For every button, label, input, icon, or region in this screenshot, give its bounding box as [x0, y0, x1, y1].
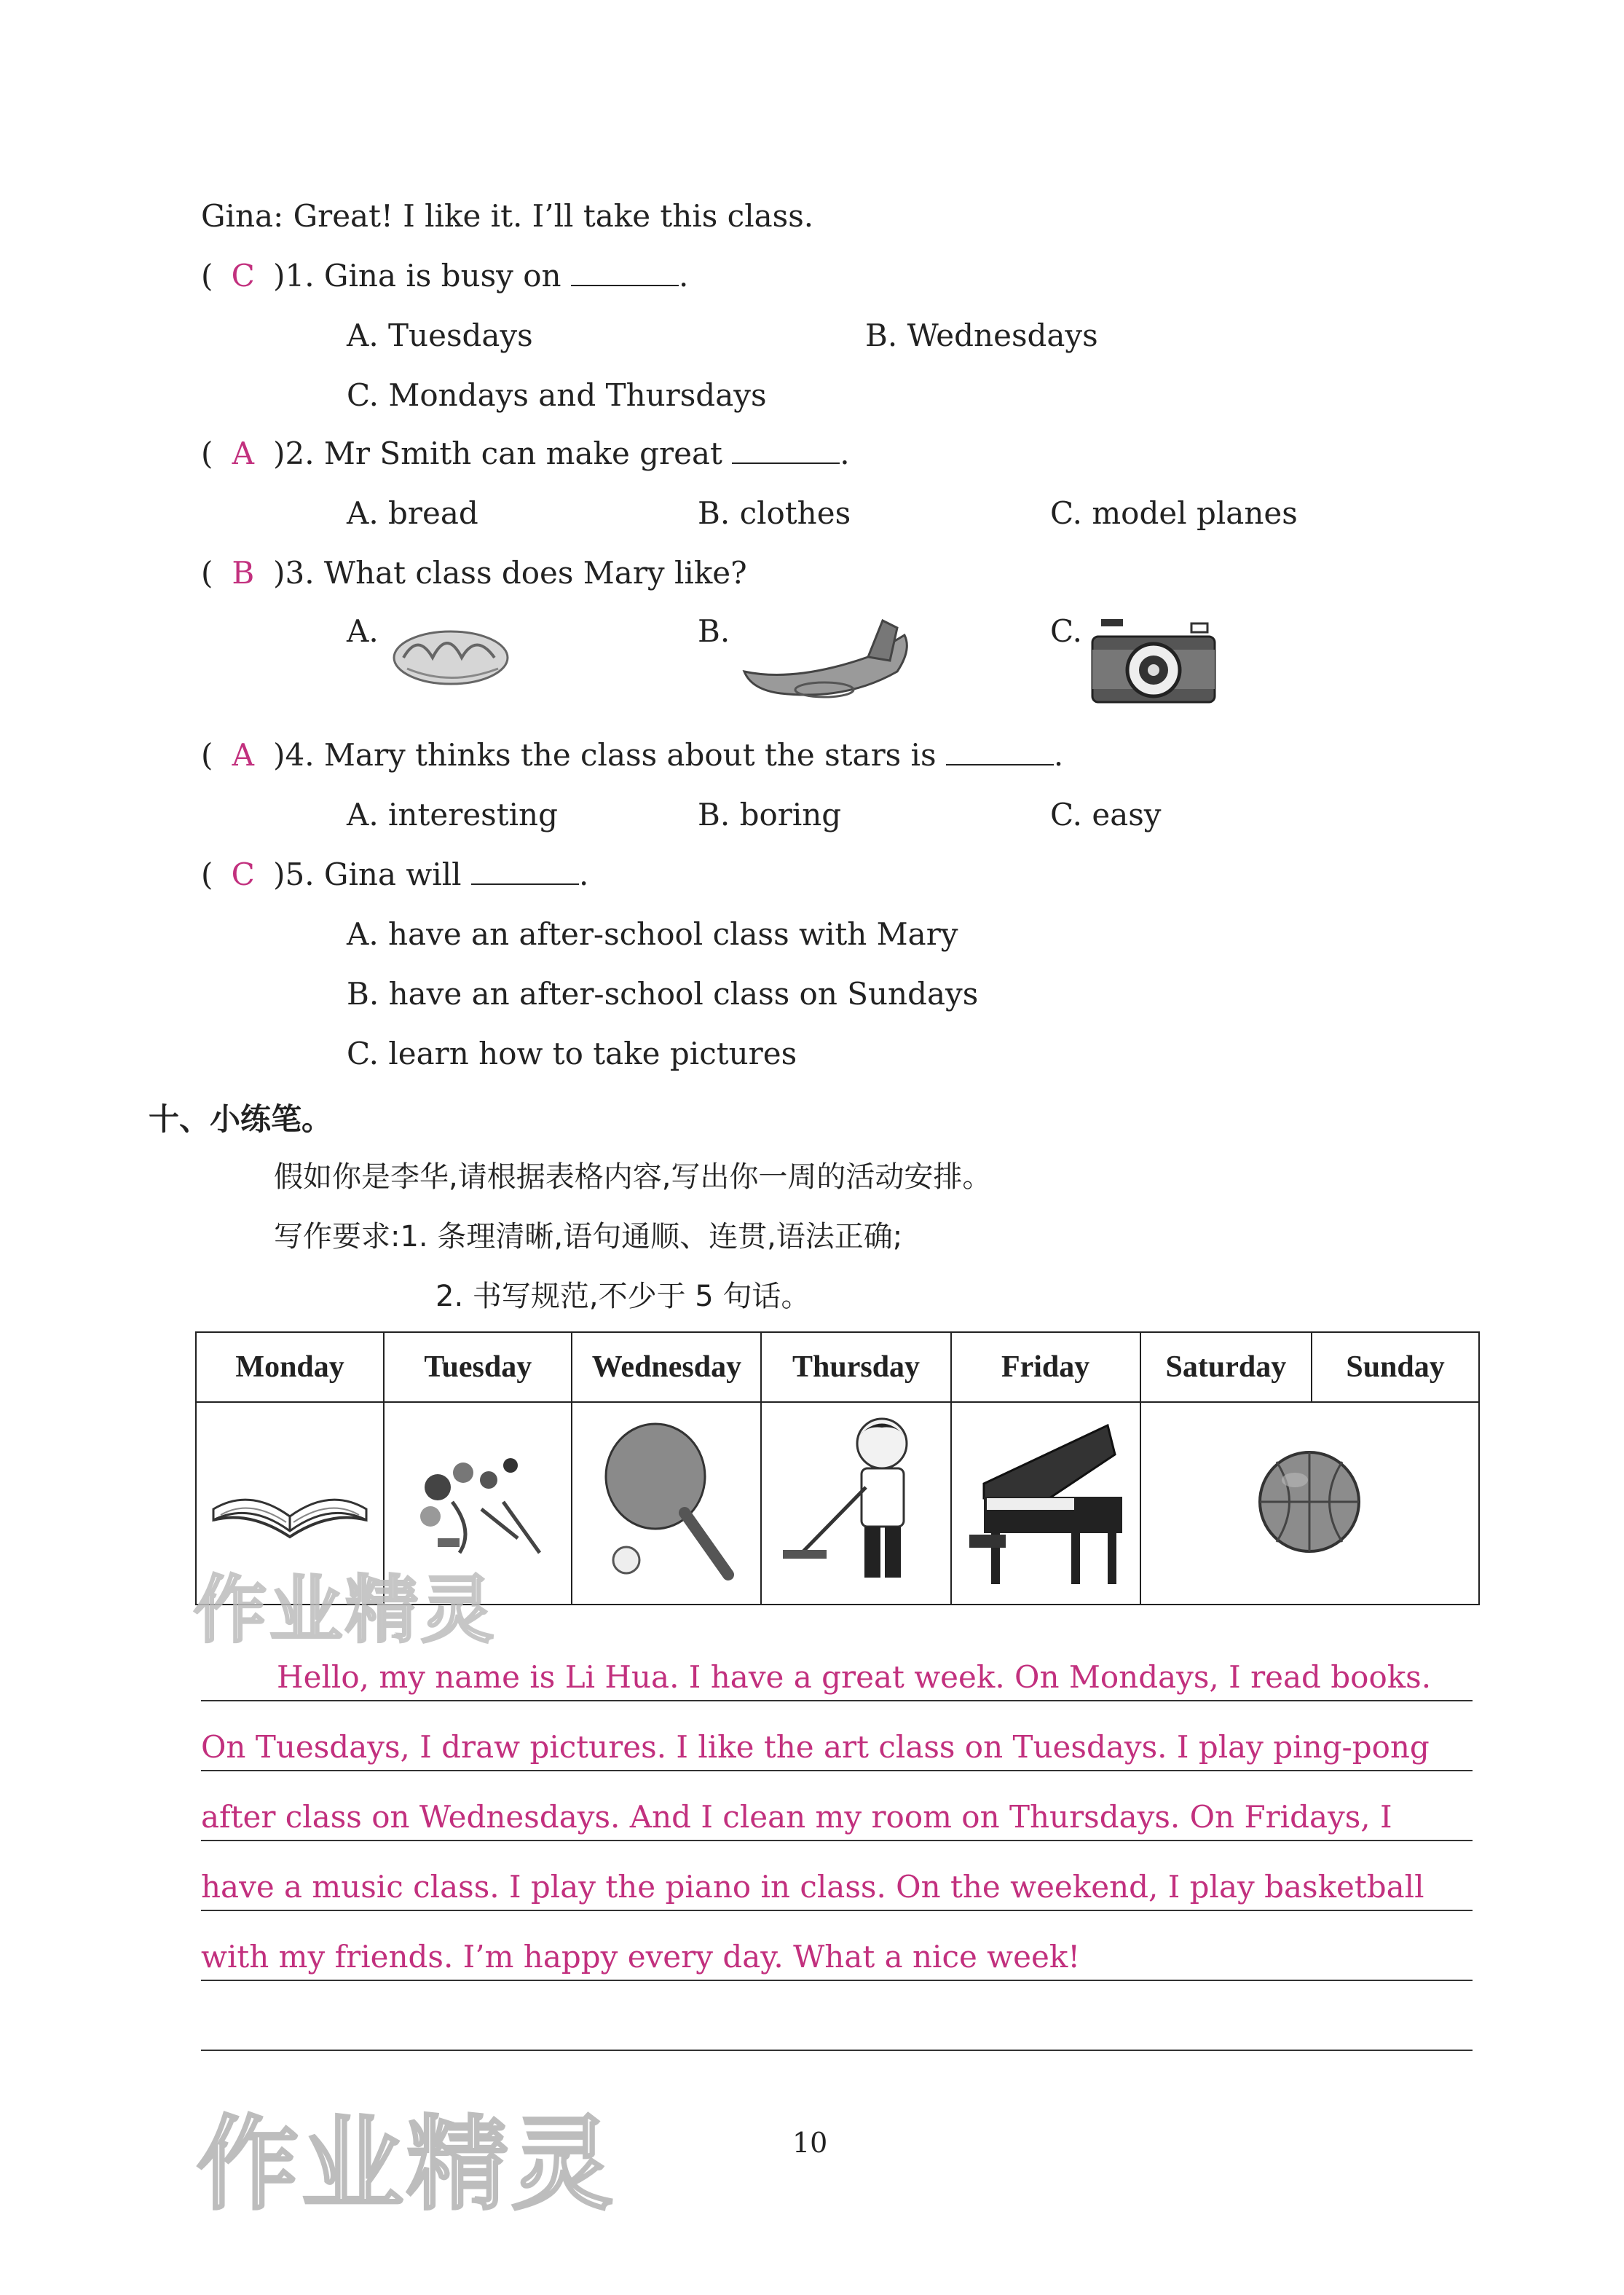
essay-line-5: with my friends. I’m happy every day. What a nice week!	[201, 1939, 1081, 1975]
day-header-sunday: Sunday	[1312, 1332, 1479, 1402]
camera-icon	[1089, 613, 1221, 708]
option-4c: C. easy	[1050, 797, 1162, 832]
day-header-thursday: Thursday	[761, 1332, 950, 1402]
question-1-stem: 1. Gina is busy on	[285, 258, 561, 294]
option-4b: B. boring	[698, 797, 842, 832]
question-1-end: .	[678, 258, 689, 294]
answer-3: B	[232, 555, 255, 591]
essay-line-3: after class on Wednesdays. And I clean my room on Thursdays. On Fridays, I	[201, 1799, 1392, 1835]
writing-line	[201, 1910, 1473, 1911]
piano-icon	[962, 1411, 1130, 1593]
question-5: ( C )5. Gina will .	[201, 857, 589, 892]
day-header-friday: Friday	[951, 1332, 1140, 1402]
option-2a: A. bread	[347, 495, 478, 531]
option-4a: A. interesting	[347, 797, 558, 832]
writing-line	[201, 1840, 1473, 1841]
bread-icon	[389, 618, 513, 690]
essay-line-1: Hello, my name is Li Hua. I have a great week. On Mondays, I read books.	[277, 1659, 1432, 1695]
essay-line-4: have a music class. I play the piano in class. On the weekend, I play basketball	[201, 1869, 1424, 1905]
option-5c: C. learn how to take pictures	[347, 1036, 797, 1071]
answer-2: A	[232, 436, 254, 471]
wednesday-cell	[572, 1402, 761, 1605]
writing-requirement-2: 2. 书写规范,不少于 5 句话。	[435, 1280, 811, 1313]
question-4: ( A )4. Mary thinks the class about the stars is .	[201, 737, 1064, 773]
question-5-stem: 5. Gina will	[285, 857, 462, 892]
watermark: 作业精灵	[194, 1567, 497, 1653]
answer-4: A	[232, 737, 254, 773]
day-header-saturday: Saturday	[1140, 1332, 1312, 1402]
question-3-stem: 3. What class does Mary like?	[285, 555, 747, 591]
writing-requirement-1: 写作要求:1. 条理清晰,语句通顺、连贯,语法正确;	[274, 1220, 903, 1253]
model-plane-icon	[737, 613, 912, 708]
question-2-stem: 2. Mr Smith can make great	[285, 436, 722, 471]
question-4-stem: 4. Mary thinks the class about the stars is	[285, 737, 937, 773]
question-2: ( A )2. Mr Smith can make great .	[201, 436, 850, 471]
answer-blank	[571, 261, 679, 286]
essay-line-2: On Tuesdays, I draw pictures. I like the art class on Tuesdays. I play ping-pong	[201, 1729, 1430, 1765]
option-3a: A.	[347, 613, 379, 649]
writing-line	[201, 1770, 1473, 1771]
answer-blank	[946, 741, 1054, 765]
answer-blank	[471, 860, 579, 885]
question-2-end: .	[840, 436, 850, 471]
option-3b: B.	[698, 613, 730, 649]
book-icon	[206, 1458, 374, 1546]
cleaning-boy-icon	[773, 1407, 940, 1597]
writing-line	[201, 1980, 1473, 1981]
day-header-tuesday: Tuesday	[384, 1332, 572, 1402]
section-instruction: 假如你是李华,请根据表格内容,写出你一周的活动安排。	[274, 1160, 992, 1194]
option-2c: C. model planes	[1050, 495, 1298, 531]
answer-blank	[732, 439, 840, 464]
question-1: ( C )1. Gina is busy on .	[201, 258, 689, 294]
page-number: 10	[792, 2127, 828, 2159]
thursday-cell	[761, 1402, 950, 1605]
question-4-end: .	[1053, 737, 1064, 773]
option-2b: B. clothes	[698, 495, 851, 531]
answer-1: C	[231, 258, 255, 294]
option-5b: B. have an after-school class on Sundays	[347, 976, 979, 1012]
option-3c: C.	[1050, 613, 1082, 649]
writing-line	[201, 2050, 1473, 2051]
friday-cell	[951, 1402, 1140, 1605]
option-1c: C. Mondays and Thursdays	[347, 377, 767, 413]
day-header-monday: Monday	[196, 1332, 384, 1402]
question-3: ( B )3. What class does Mary like?	[201, 555, 747, 591]
watermark: 作业精灵	[197, 2106, 617, 2224]
dialogue-line: Gina: Great! I like it. I’ll take this class.	[201, 198, 814, 234]
day-header-wednesday: Wednesday	[572, 1332, 761, 1402]
answer-5: C	[231, 857, 255, 892]
question-5-end: .	[578, 857, 589, 892]
weekend-cell	[1140, 1402, 1479, 1605]
option-1a: A. Tuesdays	[347, 318, 533, 353]
basketball-icon	[1251, 1444, 1368, 1560]
ping-pong-icon	[583, 1411, 750, 1593]
option-1b: B. Wednesdays	[865, 318, 1098, 353]
writing-line	[201, 1700, 1473, 1701]
option-5a: A. have an after-school class with Mary	[347, 916, 958, 952]
section-title: 十、小练笔。	[149, 1101, 333, 1137]
